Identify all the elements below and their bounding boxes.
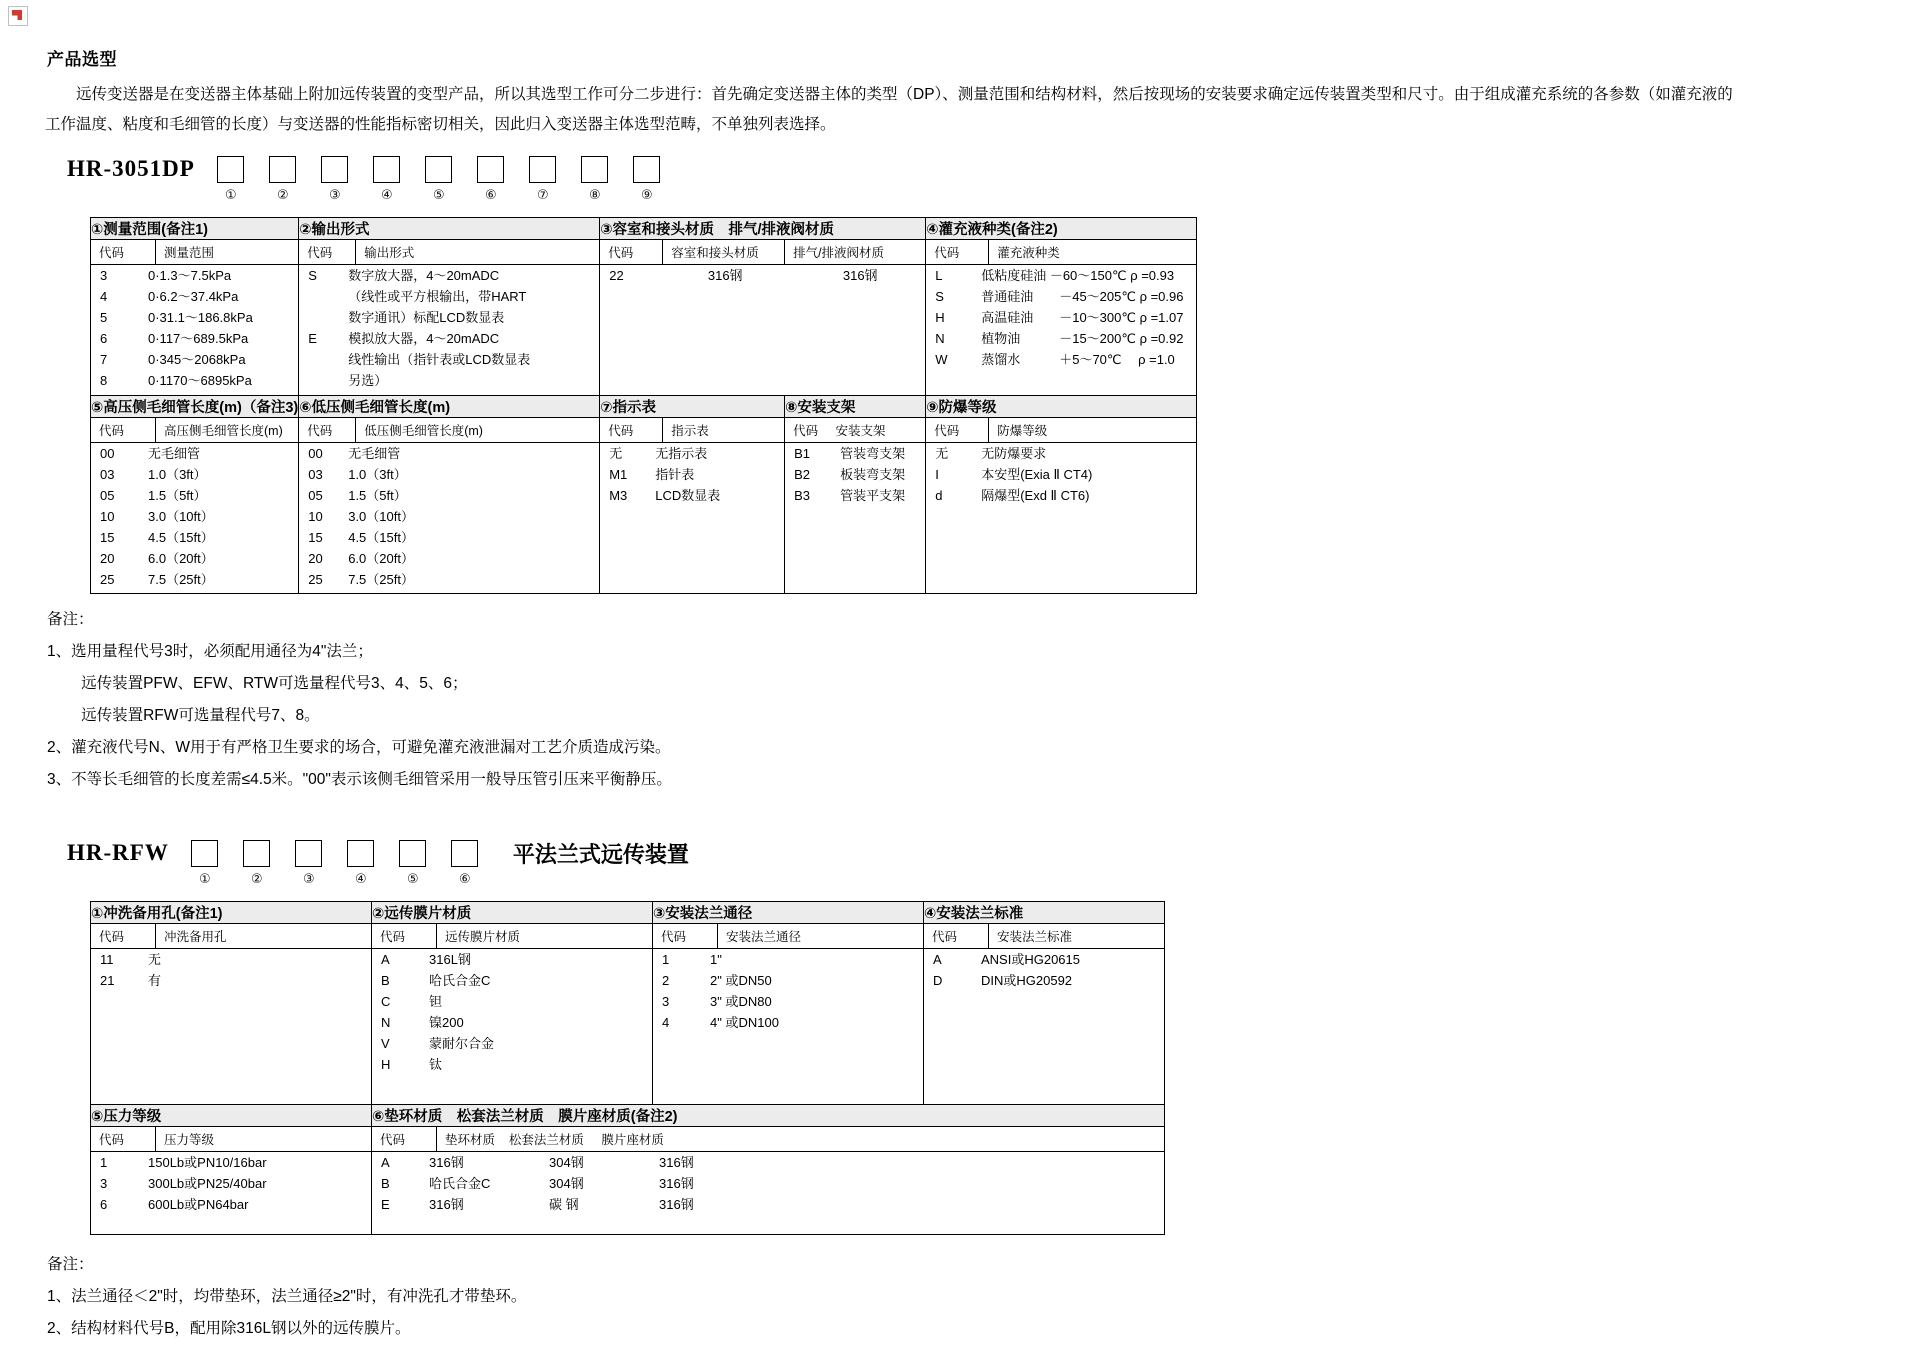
box-number: ⑤ xyxy=(433,187,445,202)
list-item: A 316钢 304钢 316钢 xyxy=(381,1155,694,1170)
group-body-3 xyxy=(600,265,926,396)
subheader-fill-4: 灌充液种类 xyxy=(989,240,1197,265)
list-item: H 钛 xyxy=(381,1057,443,1072)
note-line: 远传装置PFW、EFW、RTW可选量程代号3、4、5、6； xyxy=(81,675,468,692)
model-1-box-8[interactable] xyxy=(569,156,621,203)
table-subheader-row xyxy=(91,418,1197,443)
list-item: E 模拟放大器，4～20mADC xyxy=(308,331,500,346)
list-item: 3 0·1.3～7.5kPa xyxy=(100,268,232,283)
box-number: ⑦ xyxy=(537,187,549,202)
model-2-box-3[interactable] xyxy=(283,840,335,887)
table-subheader-row xyxy=(91,924,1165,949)
box-number: ① xyxy=(199,871,211,886)
list-item: M3 LCD数显表 xyxy=(609,488,721,503)
group2-body-1 xyxy=(91,949,372,1105)
box-number: ⑨ xyxy=(641,187,653,202)
list-item: S 普通硅油 －45～205℃ ρ =0.96 xyxy=(935,289,1184,304)
checkbox-square[interactable] xyxy=(425,156,452,183)
list-item: N 植物油 －15～200℃ ρ =0.92 xyxy=(935,331,1184,346)
note-line: 2、灌充液代号N、W用于有严格卫生要求的场合，可避免灌充液泄漏对工艺介质造成污染。 xyxy=(47,739,671,756)
model-2-box-5[interactable] xyxy=(387,840,439,887)
model-2-box-1[interactable] xyxy=(179,840,231,887)
model-1-box-7[interactable] xyxy=(517,156,569,203)
group2-header-5: ⑤压力等级 xyxy=(91,1105,372,1127)
list-item: 05 1.5（5ft） xyxy=(308,488,407,503)
subheader2-std-4: 安装法兰标准 xyxy=(989,924,1165,949)
group2-body-2 xyxy=(372,949,653,1105)
list-item: 21 有 xyxy=(100,973,162,988)
box-number: ① xyxy=(225,187,237,202)
list-item: H 高温硅油 －10～300℃ ρ =1.07 xyxy=(935,310,1184,325)
subheader-code-9: 代码 xyxy=(926,418,989,443)
box-number: ② xyxy=(277,187,289,202)
notes-title-1: 备注： xyxy=(47,611,94,628)
table-body-row xyxy=(91,949,1165,1105)
notes-block-1 xyxy=(47,604,1880,796)
list-item: A 316L钢 xyxy=(381,952,471,967)
list-item: 无 无指示表 xyxy=(609,446,708,461)
table-subheader-row xyxy=(91,240,1197,265)
checkbox-square[interactable] xyxy=(295,840,322,867)
group-header-5: ⑤高压侧毛细管长度(m)（备注3) xyxy=(91,396,299,418)
list-item: 10 3.0（10ft） xyxy=(308,509,414,524)
group-body-4 xyxy=(926,265,1197,396)
group-header-6: ⑥低压侧毛细管长度(m) xyxy=(299,396,600,418)
subheader-valve-3: 排气/排液阀材质 xyxy=(785,240,926,265)
list-item: （线性或平方根输出，带HART xyxy=(348,289,527,304)
group-body-7 xyxy=(600,443,785,594)
list-item: B1 管装弯支架 xyxy=(794,446,906,461)
note-line: 3、不等长毛细管的长度差需≤4.5米。"00"表示该侧毛细管采用一般导压管引压来平衡静压。 xyxy=(47,771,672,788)
list-item: 线性输出（指针表或LCD数显表 xyxy=(348,352,531,367)
subheader-range-1: 测量范围 xyxy=(156,240,299,265)
list-item: 另选） xyxy=(348,373,388,388)
list-item: B 哈氏合金C xyxy=(381,973,491,988)
group-body-8 xyxy=(785,443,926,594)
list-item: 11 无 xyxy=(100,952,162,967)
list-item: 5 0·31.1～186.8kPa xyxy=(100,310,253,325)
subheader2-diaph-2: 远传膜片材质 xyxy=(437,924,653,949)
group2-header-6: ⑥垫环材质 松套法兰材质 膜片座材质(备注2) xyxy=(372,1105,1165,1127)
group-body-2 xyxy=(299,265,600,396)
subheader-code-5: 代码 xyxy=(91,418,156,443)
table-body-row xyxy=(91,443,1197,594)
list-item: 03 1.0（3ft） xyxy=(100,467,207,482)
box-number: ③ xyxy=(329,187,341,202)
spec-table-1 xyxy=(90,217,1197,594)
checkbox-square[interactable] xyxy=(581,156,608,183)
group2-header-1: ①冲洗备用孔(备注1) xyxy=(91,902,372,924)
table-row xyxy=(91,396,1197,418)
note-line: 2、结构材料代号B，配用除316L钢以外的远传膜片。 xyxy=(47,1320,411,1337)
model-1-box-4[interactable] xyxy=(361,156,413,203)
table-row xyxy=(91,218,1197,240)
model-2-title: 平法兰式远传装置 xyxy=(512,842,689,867)
group2-body-3 xyxy=(653,949,924,1105)
subheader-ex-9: 防爆等级 xyxy=(989,418,1197,443)
model-code-1: HR-3051DP xyxy=(67,156,195,181)
group-header-1: ①测量范围(备注1) xyxy=(91,218,299,240)
subheader2-bore-3: 安装法兰通径 xyxy=(718,924,924,949)
box-number: ⑧ xyxy=(589,187,601,202)
box-number: ⑥ xyxy=(485,187,497,202)
checkbox-square[interactable] xyxy=(451,840,478,867)
subheader2-code-1: 代码 xyxy=(91,924,156,949)
subheader-code-6: 代码 xyxy=(299,418,356,443)
subheader2-press-5: 压力等级 xyxy=(156,1127,372,1152)
list-item: 7 0·345～2068kPa xyxy=(100,352,246,367)
list-item: 4 4" 或DN100 xyxy=(662,1015,779,1030)
table-body-row xyxy=(91,1152,1165,1235)
subheader-chamber-3: 容室和接头材质 xyxy=(663,240,785,265)
group-header-9: ⑨防爆等级 xyxy=(926,396,1197,418)
list-item: 15 4.5（15ft） xyxy=(100,530,214,545)
broken-image-icon xyxy=(8,6,28,26)
model-code-2: HR-RFW xyxy=(67,840,169,865)
subheader-code-4: 代码 xyxy=(926,240,989,265)
group2-header-3: ③安装法兰通径 xyxy=(653,902,924,924)
model-1-box-3[interactable] xyxy=(309,156,361,203)
list-item: A ANSI或HG20615 xyxy=(933,952,1080,967)
checkbox-square[interactable] xyxy=(321,156,348,183)
model-1-box-1[interactable] xyxy=(205,156,257,203)
list-item: 无 无防爆要求 xyxy=(935,446,1047,461)
intro-paragraph: 远传变送器是在变送器主体基础上附加远传装置的变型产品，所以其选型工作可分二步进行：首先确定变送器主体的类型（DP）、测量范围和结构材料，然后按现场的安装要求确定远传装置类型和尺寸。由于组成灌充系统的各参数（如灌充液的工作温度、粘度和毛细管的长度）与变送器的性能指标密切相关，因此归入变送器主体选型范畴，不单独列表选择。 xyxy=(45,86,1733,133)
group-header-3: ③容室和接头材质 排气/排液阀材质 xyxy=(600,218,926,240)
model-selector-1 xyxy=(67,156,1880,203)
subheader-code-2: 代码 xyxy=(299,240,356,265)
list-item: 1 1" xyxy=(662,952,722,967)
group2-body-6 xyxy=(372,1152,1165,1235)
list-item: B3 管装平支架 xyxy=(794,488,906,503)
table-subheader-row xyxy=(91,1127,1165,1152)
group-body-6 xyxy=(299,443,600,594)
list-item: 00 无毛细管 xyxy=(100,446,201,461)
list-item: 3 3" 或DN80 xyxy=(662,994,772,1009)
list-item: 25 7.5（25ft） xyxy=(100,572,214,587)
group-body-5 xyxy=(91,443,299,594)
list-item: 3 300Lb或PN25/40bar xyxy=(100,1176,267,1191)
subheader-bracket-8: 代码 安装支架 xyxy=(785,418,926,443)
list-item: 03 1.0（3ft） xyxy=(308,467,407,482)
subheader2-code-6: 代码 xyxy=(372,1127,437,1152)
checkbox-square[interactable] xyxy=(191,840,218,867)
subheader2-code-2: 代码 xyxy=(372,924,437,949)
model-1-boxes xyxy=(205,156,673,203)
list-item: L 低粘度硅油 －60～150℃ ρ =0.93 xyxy=(935,268,1175,283)
list-item: 20 6.0（20ft） xyxy=(308,551,414,566)
subheader2-code-5: 代码 xyxy=(91,1127,156,1152)
list-item: 00 无毛细管 xyxy=(308,446,401,461)
checkbox-square[interactable] xyxy=(243,840,270,867)
list-item: E 316钢 碳 钢 316钢 xyxy=(381,1197,694,1212)
subheader-code-1: 代码 xyxy=(91,240,156,265)
list-item: 20 6.0（20ft） xyxy=(100,551,214,566)
checkbox-square[interactable] xyxy=(269,156,296,183)
list-item: 8 0·1170～6895kPa xyxy=(100,373,252,388)
group-header-8: ⑧安装支架 xyxy=(785,396,926,418)
model-1-box-2[interactable] xyxy=(257,156,309,203)
list-item: 4 0·6.2～37.4kPa xyxy=(100,289,239,304)
list-item: 数字通讯）标配LCD数显表 xyxy=(348,310,505,325)
subheader-meter-7: 指示表 xyxy=(663,418,785,443)
table-body-row xyxy=(91,265,1197,396)
list-item: S 数字放大器，4～20mADC xyxy=(308,268,500,283)
list-item: 6 600Lb或PN64bar xyxy=(100,1197,249,1212)
model-2-box-4[interactable] xyxy=(335,840,387,887)
list-item: 15 4.5（15ft） xyxy=(308,530,414,545)
notes-title-2: 备注： xyxy=(47,1256,94,1273)
list-item: N 镍200 xyxy=(381,1015,464,1030)
model-1-box-5[interactable] xyxy=(413,156,465,203)
box-number: ④ xyxy=(381,187,393,202)
list-item: V 蒙耐尔合金 xyxy=(381,1036,495,1051)
group2-body-5 xyxy=(91,1152,372,1235)
table-row xyxy=(91,902,1165,924)
checkbox-square[interactable] xyxy=(477,156,504,183)
box-number: ③ xyxy=(303,871,315,886)
box-number: ② xyxy=(251,871,263,886)
model-2-boxes xyxy=(179,840,491,887)
checkbox-square[interactable] xyxy=(373,156,400,183)
list-item: M1 指针表 xyxy=(609,467,695,482)
subheader-len-5: 高压侧毛细管长度(m) xyxy=(156,418,299,443)
list-item: 05 1.5（5ft） xyxy=(100,488,207,503)
list-item: 22 316钢 316钢 xyxy=(609,268,878,283)
list-item: B 哈氏合金C 304钢 316钢 xyxy=(381,1176,694,1191)
model-selector-2 xyxy=(67,840,1880,887)
subheader2-materials-6: 垫环材质 松套法兰材质 膜片座材质 xyxy=(437,1127,1165,1152)
subheader-len-6: 低压侧毛细管长度(m) xyxy=(356,418,600,443)
note-line: 远传装置RFW可选量程代号7、8。 xyxy=(81,707,320,724)
page-title: 产品选型 xyxy=(47,50,117,69)
checkbox-square[interactable] xyxy=(399,840,426,867)
list-item: 25 7.5（25ft） xyxy=(308,572,414,587)
group2-header-4: ④安装法兰标准 xyxy=(924,902,1165,924)
group-header-2: ②输出形式 xyxy=(299,218,600,240)
group2-header-2: ②远传膜片材质 xyxy=(372,902,653,924)
note-line: 1、选用量程代号3时，必须配用通径为4"法兰； xyxy=(47,643,373,660)
group-header-7: ⑦指示表 xyxy=(600,396,785,418)
group-body-1 xyxy=(91,265,299,396)
notes-block-2 xyxy=(47,1249,1880,1345)
note-line: 1、法兰通径＜2"时，均带垫环，法兰通径≥2"时，有冲洗孔才带垫环。 xyxy=(47,1288,527,1305)
group-header-4: ④灌充液种类(备注2) xyxy=(926,218,1197,240)
checkbox-square[interactable] xyxy=(347,840,374,867)
list-item: 6 0·117～689.5kPa xyxy=(100,331,249,346)
subheader-output-2: 输出形式 xyxy=(356,240,600,265)
checkbox-square[interactable] xyxy=(529,156,556,183)
subheader-code-3: 代码 xyxy=(600,240,663,265)
list-item: D DIN或HG20592 xyxy=(933,973,1073,988)
subheader2-code-4: 代码 xyxy=(924,924,989,949)
list-item: B2 板装弯支架 xyxy=(794,467,906,482)
list-item: I 本安型(Exia Ⅱ CT4) xyxy=(935,467,1093,482)
spec-table-2 xyxy=(90,901,1165,1235)
list-item: 10 3.0（10ft） xyxy=(100,509,214,524)
checkbox-square[interactable] xyxy=(633,156,660,183)
group2-body-4 xyxy=(924,949,1165,1105)
table-row xyxy=(91,1105,1165,1127)
model-2-box-6[interactable] xyxy=(439,840,491,887)
model-2-box-2[interactable] xyxy=(231,840,283,887)
model-1-box-6[interactable] xyxy=(465,156,517,203)
model-1-box-9[interactable] xyxy=(621,156,673,203)
list-item: 2 2" 或DN50 xyxy=(662,973,772,988)
list-item: d 隔爆型(Exd Ⅱ CT6) xyxy=(935,488,1090,503)
group-body-9 xyxy=(926,443,1197,594)
box-number: ⑥ xyxy=(459,871,471,886)
subheader-code-7: 代码 xyxy=(600,418,663,443)
list-item: W 蒸馏水 ＋5～70℃ ρ =1.0 xyxy=(935,352,1175,367)
box-number: ④ xyxy=(355,871,367,886)
box-number: ⑤ xyxy=(407,871,419,886)
subheader2-code-3: 代码 xyxy=(653,924,718,949)
list-item: C 钽 xyxy=(381,994,443,1009)
subheader2-hole-1: 冲洗备用孔 xyxy=(156,924,372,949)
checkbox-square[interactable] xyxy=(217,156,244,183)
list-item: 1 150Lb或PN10/16bar xyxy=(100,1155,267,1170)
